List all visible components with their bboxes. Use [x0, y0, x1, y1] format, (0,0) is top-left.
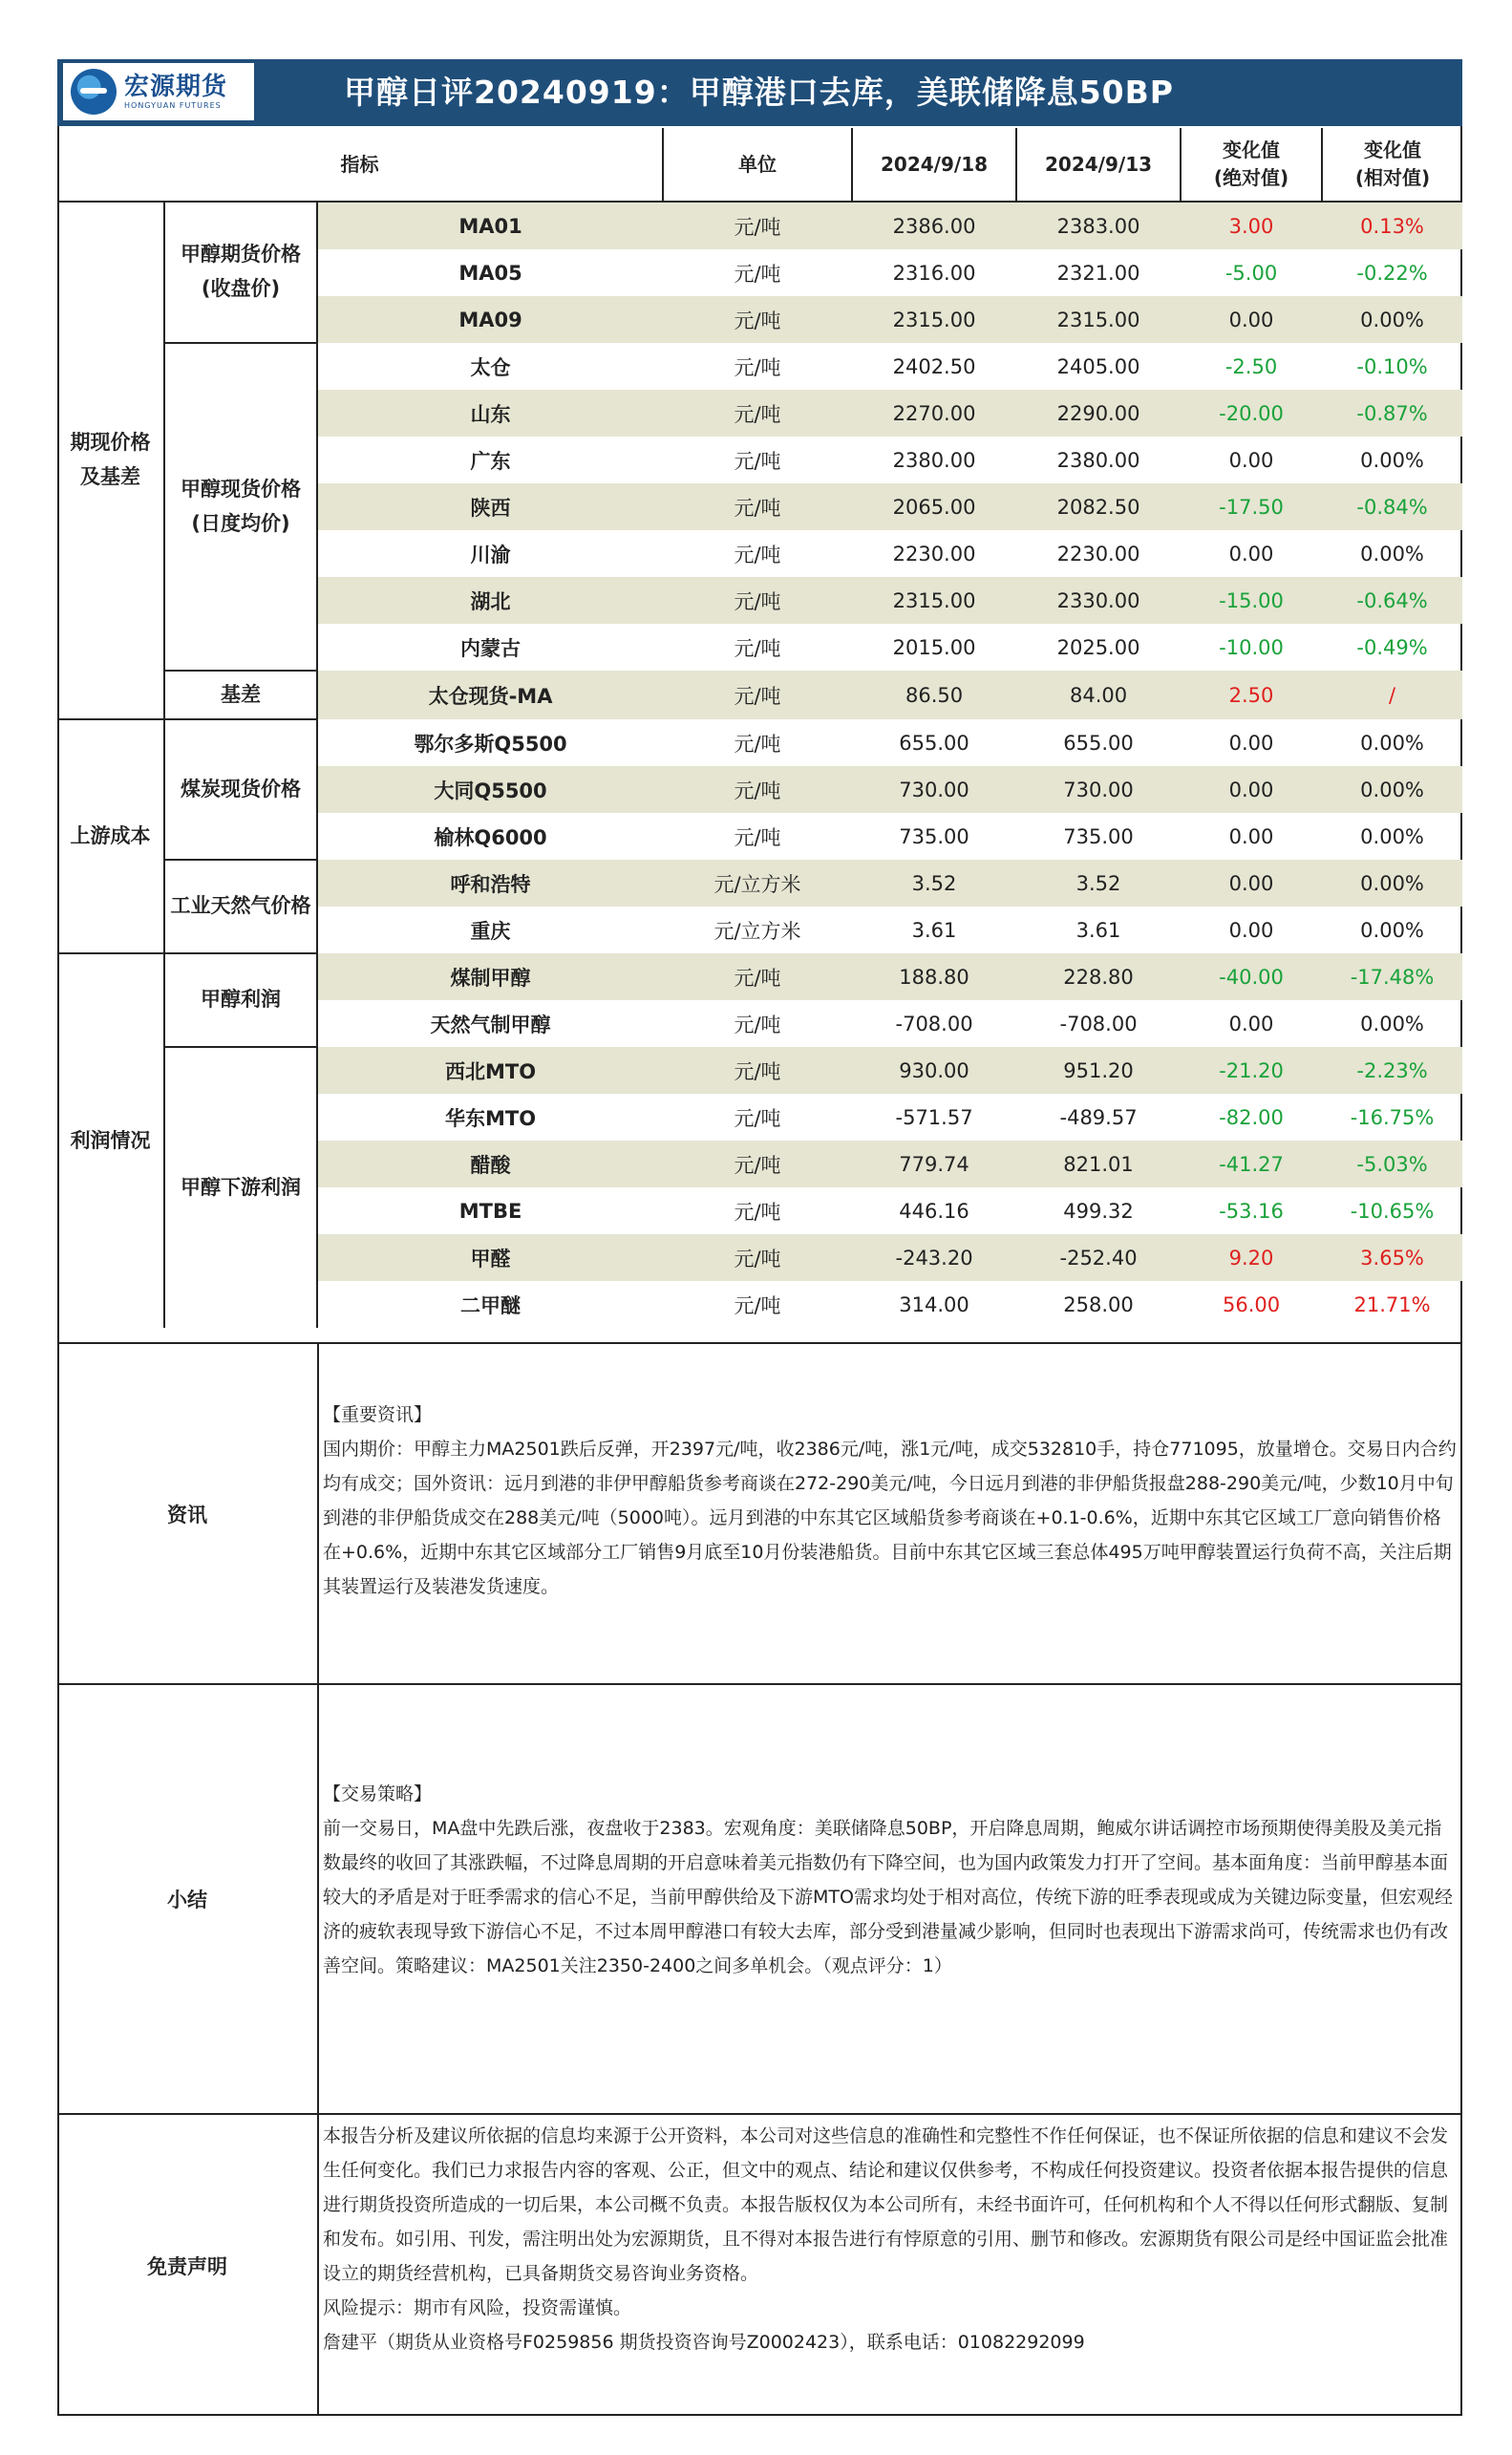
table-body	[57, 202, 1462, 1328]
indicator-name: 内蒙古	[460, 636, 522, 660]
indicator-name: MTBE	[458, 1199, 522, 1223]
value-date1: 2315.00	[852, 296, 1016, 343]
unit-cell: 元/吨	[663, 671, 852, 719]
indicator-name: 川渝	[470, 543, 511, 566]
value-date2: 730.00	[1016, 766, 1181, 813]
indicator-name: 湖北	[317, 577, 663, 624]
abs-change: 0.00	[1181, 766, 1322, 813]
abs-change: 56.00	[1222, 1292, 1281, 1316]
subgroup-label: 甲醇现货价格 (日度均价)	[164, 343, 317, 671]
table-row	[57, 343, 1462, 390]
group-label: 期现价格 及基差	[57, 202, 164, 719]
abs-change: -10.00	[1219, 635, 1284, 659]
value-date2: 2405.00	[1056, 354, 1140, 378]
value-date2: 951.20	[1016, 1047, 1181, 1094]
indicator-name: 广东	[470, 449, 511, 473]
abs-change: -21.20	[1181, 1047, 1322, 1094]
abs-change: 0.00	[1181, 860, 1322, 907]
value-date2: 821.01	[1016, 1141, 1181, 1187]
risk-notice: 风险提示：期市有风险，投资需谨慎。	[323, 2297, 632, 2318]
rel-change: 0.00%	[1360, 1012, 1424, 1035]
table-row	[57, 860, 1462, 907]
rel-change: -5.03%	[1322, 1141, 1462, 1187]
news-label: 资讯	[57, 1344, 319, 1683]
value-date2: 228.80	[1016, 953, 1181, 1000]
rel-change: -17.48%	[1322, 953, 1462, 1000]
rel-change: 0.00%	[1322, 296, 1462, 343]
indicator-name: 醋酸	[317, 1141, 663, 1187]
value-date1: 2230.00	[892, 542, 976, 566]
table-row	[57, 1047, 1462, 1094]
col-indicator: 指标	[57, 128, 663, 202]
disclaimer-label: 免责声明	[57, 2115, 319, 2416]
unit-cell: 元/吨	[663, 1141, 852, 1187]
unit-cell: 元/吨	[734, 825, 781, 849]
rel-change: -0.64%	[1322, 577, 1462, 624]
value-date2: 258.00	[1063, 1292, 1134, 1316]
col-unit: 单位	[663, 128, 852, 202]
subgroup-label: 甲醇利润	[164, 953, 317, 1047]
value-date2: 3.52	[1016, 860, 1181, 907]
indicator-name: 二甲醚	[460, 1293, 522, 1317]
abs-change: 0.00	[1228, 824, 1274, 848]
rel-change: -0.22%	[1356, 261, 1428, 285]
indicator-name: 大同Q5500	[317, 766, 663, 813]
value-date1: 2316.00	[892, 261, 976, 285]
abs-change: 3.00	[1181, 202, 1322, 249]
unit-cell: 元/吨	[663, 766, 852, 813]
unit-cell: 元/吨	[734, 1200, 781, 1224]
table-row	[57, 671, 1462, 719]
indicator-name: 太仓现货-MA	[317, 671, 663, 719]
unit-cell: 元/吨	[734, 449, 781, 473]
rel-change: 0.00%	[1360, 731, 1424, 755]
value-date2: -708.00	[1059, 1012, 1138, 1035]
value-date2: 2082.50	[1016, 483, 1181, 530]
value-date1: 3.61	[911, 918, 957, 942]
indicator-name: 华东MTO	[444, 1106, 537, 1130]
rel-change: -10.65%	[1350, 1199, 1435, 1223]
rel-change: 3.65%	[1322, 1234, 1462, 1281]
col-abs-change: 变化值 (绝对值)	[1181, 128, 1322, 202]
rel-change: 0.00%	[1360, 542, 1424, 566]
unit-cell: 元/吨	[734, 543, 781, 566]
brand-logo-icon	[71, 69, 117, 115]
col-date2: 2024/9/13	[1016, 128, 1181, 202]
subgroup-label: 甲醇下游利润	[164, 1047, 317, 1328]
col-rel-change: 变化值 (相对值)	[1322, 128, 1462, 202]
group-label: 利润情况	[57, 953, 164, 1328]
indicator-name: 山东	[317, 390, 663, 437]
value-date2: 2321.00	[1056, 261, 1140, 285]
value-date2: 655.00	[1063, 731, 1134, 755]
rel-change: -2.23%	[1322, 1047, 1462, 1094]
value-date1: 188.80	[852, 953, 1016, 1000]
unit-cell: 元/立方米	[713, 919, 801, 943]
rel-change: -0.49%	[1356, 635, 1428, 659]
value-date2: 2315.00	[1016, 296, 1181, 343]
rel-change: 21.71%	[1353, 1292, 1431, 1316]
abs-change: -40.00	[1181, 953, 1322, 1000]
value-date1: 930.00	[852, 1047, 1016, 1094]
value-date1: 314.00	[899, 1292, 969, 1316]
brand-name-cn: 宏源期货	[124, 72, 228, 101]
col-date1: 2024/9/18	[852, 128, 1016, 202]
unit-cell: 元/吨	[663, 296, 852, 343]
value-date1: 2015.00	[892, 635, 976, 659]
summary-body	[323, 1777, 1459, 1983]
abs-change: -53.16	[1219, 1199, 1284, 1223]
value-date1: 730.00	[852, 766, 1016, 813]
news-text: 国内期价：甲醇主力MA2501跌后反弹，开2397元/吨，收2386元/吨，涨1元/吨，成交532810手，持仓771095，放量增仓。交易日内合约均有成交；国外资讯：远月到港的非伊甲醇船货参考商谈在272-290美元/吨，今日远月到港的非伊船货报盘288-290美元/吨，少数10月中旬到港的非伊船货成交在288美元/吨（5000吨）。远月到港的中东其它区域船货参考商谈在+0.1-0.6%，近期中东其它区域工厂意向销售价格在+0.6%，近期中东其它区域部分工厂销售9月底至10月份装港船货。目前中东其它区域三套总体495万吨甲醇装置运行负荷不高，关注后期其装置运行及装港发货速度。	[323, 1439, 1457, 1597]
unit-cell: 元/吨	[734, 732, 781, 756]
value-date1: -571.57	[895, 1105, 973, 1129]
rel-change: -0.84%	[1322, 483, 1462, 530]
unit-cell: 元/吨	[663, 953, 852, 1000]
value-date1: 2315.00	[852, 577, 1016, 624]
unit-cell: 元/吨	[663, 483, 852, 530]
value-date1: -243.20	[852, 1234, 1016, 1281]
value-date1: 2386.00	[852, 202, 1016, 249]
value-date2: 2230.00	[1056, 542, 1140, 566]
value-date2: 2380.00	[1056, 448, 1140, 472]
rel-change: 0.00%	[1360, 824, 1424, 848]
abs-change: -5.00	[1225, 261, 1278, 285]
disclaimer-body	[323, 2119, 1459, 2359]
rel-change: 0.00%	[1322, 766, 1462, 813]
author-contact: 詹建平（期货从业资格号F0259856 期货投资咨询号Z0002423），联系电话：01082292099	[323, 2332, 1085, 2353]
news-section	[57, 1342, 1462, 1683]
abs-change: -17.50	[1181, 483, 1322, 530]
rel-change: 0.00%	[1322, 860, 1462, 907]
table-row	[57, 953, 1462, 1000]
unit-cell: 元/吨	[734, 355, 781, 379]
abs-change: -15.00	[1181, 577, 1322, 624]
indicator-name: 天然气制甲醇	[430, 1013, 551, 1036]
value-date1: 446.16	[899, 1199, 969, 1223]
unit-cell: 元/吨	[734, 262, 781, 286]
indicator-name: 鄂尔多斯Q5500	[414, 732, 567, 756]
unit-cell: 元/吨	[734, 1106, 781, 1130]
table-row	[57, 202, 1462, 249]
abs-change: -41.27	[1181, 1141, 1322, 1187]
disclaimer-text: 本报告分析及建议所依据的信息均来源于公开资料，本公司对这些信息的准确性和完整性不作任何保证，也不保证所依据的信息和建议不会发生任何变化。我们已力求报告内容的客观、公正，但文中的观点、结论和建议仅供参考，不构成任何投资建议。投资者依据本报告提供的信息进行期货投资所造成的一切后果，本公司概不负责。本报告版权仅为本公司所有，未经书面许可，任何机构和个人不得以任何形式翻版、复制和发布。如引用、刊发，需注明出处为宏源期货，且不得对本报告进行有悖原意的引用、删节和修改。宏源期货有限公司是经中国证监会批准设立的期货经营机构，已具备期货交易咨询业务资格。	[323, 2125, 1449, 2284]
summary-label: 小结	[57, 1685, 319, 2113]
value-date1: -708.00	[895, 1012, 973, 1035]
rel-change: 0.00%	[1360, 918, 1424, 942]
unit-cell: 元/吨	[663, 1047, 852, 1094]
disclaimer-section	[57, 2113, 1462, 2416]
unit-cell: 元/吨	[663, 577, 852, 624]
value-date1: 2065.00	[852, 483, 1016, 530]
summary-heading: 【交易策略】	[323, 1783, 433, 1804]
abs-change: 2.50	[1181, 671, 1322, 719]
indicator-name: 太仓	[470, 355, 511, 379]
summary-section	[57, 1683, 1462, 2113]
group-label: 上游成本	[57, 719, 164, 953]
subgroup-label: 基差	[164, 671, 317, 719]
rel-change: -0.87%	[1322, 390, 1462, 437]
abs-change: 9.20	[1181, 1234, 1322, 1281]
value-date1: 735.00	[899, 824, 969, 848]
indicator-name: MA01	[317, 202, 663, 249]
unit-cell: 元/吨	[663, 1234, 852, 1281]
abs-change: 0.00	[1181, 296, 1322, 343]
table-header-row	[57, 128, 1462, 202]
value-date2: 735.00	[1063, 824, 1134, 848]
abs-change: 0.00	[1228, 1012, 1274, 1035]
value-date2: 3.61	[1075, 918, 1121, 942]
unit-cell: 元/吨	[663, 202, 852, 249]
unit-cell: 元/吨	[734, 1293, 781, 1317]
indicator-name: 煤制甲醇	[317, 953, 663, 1000]
brand-logo	[63, 63, 254, 120]
indicator-name: 重庆	[470, 919, 511, 943]
indicator-name: 甲醛	[317, 1234, 663, 1281]
rel-change: 0.13%	[1322, 202, 1462, 249]
abs-change: -2.50	[1225, 354, 1278, 378]
table-row	[57, 719, 1462, 766]
summary-text: 前一交易日，MA盘中先跌后涨，夜盘收于2383。宏观角度：美联储降息50BP，开启降息周期，鲍威尔讲话调控市场预期使得美股及美元指数最终的收回了其涨跌幅，不过降息周期的开启意味着美元指数仍有下降空间，也为国内政策发力打开了空间。基本面角度：当前甲醇基本面较大的矛盾是对于旺季需求的信心不足，当前甲醇供给及下游MTO需求均处于相对高位，传统下游的旺季表现或成为关键边际变量，但宏观经济的疲软表现导致下游信心不足，不过本周甲醇港口有较大去库，部分受到港量减少影响，但同时也表现出下游需求尚可，传统需求也仍有改善空间。策略建议：MA2501关注2350-2400之间多单机会。（观点评分：1）	[323, 1818, 1453, 1976]
abs-change: 0.00	[1228, 448, 1274, 472]
value-date2: 2290.00	[1016, 390, 1181, 437]
subgroup-label: 工业天然气价格	[164, 860, 317, 953]
indicator-table	[57, 128, 1462, 1328]
indicator-name: 榆林Q6000	[434, 825, 547, 849]
unit-cell: 元/吨	[734, 636, 781, 660]
indicator-name: 呼和浩特	[317, 860, 663, 907]
value-date2: 84.00	[1016, 671, 1181, 719]
unit-cell: 元/吨	[734, 1013, 781, 1036]
brand-name-en: HONGYUAN FUTURES	[124, 100, 222, 110]
subgroup-label: 甲醇期货价格 (收盘价)	[164, 202, 317, 343]
rel-change: -16.75%	[1350, 1105, 1435, 1129]
indicator-name: MA09	[317, 296, 663, 343]
abs-change: 0.00	[1228, 731, 1274, 755]
value-date2: 2330.00	[1016, 577, 1181, 624]
news-heading: 【重要资讯】	[323, 1404, 433, 1425]
value-date2: -489.57	[1059, 1105, 1138, 1129]
indicator-name: 陕西	[317, 483, 663, 530]
abs-change: 0.00	[1228, 918, 1274, 942]
rel-change: 0.00%	[1360, 448, 1424, 472]
unit-cell: 元/吨	[663, 390, 852, 437]
rel-change: -0.10%	[1356, 354, 1428, 378]
rel-change: /	[1322, 671, 1462, 719]
value-date1: 779.74	[852, 1141, 1016, 1187]
value-date1: 2380.00	[892, 448, 976, 472]
value-date1: 86.50	[852, 671, 1016, 719]
value-date2: 2383.00	[1016, 202, 1181, 249]
indicator-name: MA05	[458, 261, 522, 285]
abs-change: -20.00	[1181, 390, 1322, 437]
value-date1: 655.00	[899, 731, 969, 755]
value-date1: 2402.50	[892, 354, 976, 378]
unit-cell: 元/立方米	[663, 860, 852, 907]
value-date2: 2025.00	[1056, 635, 1140, 659]
indicator-name: 西北MTO	[317, 1047, 663, 1094]
value-date1: 2270.00	[852, 390, 1016, 437]
value-date1: 3.52	[852, 860, 1016, 907]
value-date2: -252.40	[1016, 1234, 1181, 1281]
subgroup-label: 煤炭现货价格	[164, 719, 317, 860]
abs-change: 0.00	[1228, 542, 1274, 566]
abs-change: -82.00	[1219, 1105, 1284, 1129]
news-body	[323, 1398, 1459, 1604]
report-title: 甲醇日评20240919：甲醇港口去库，美联储降息50BP	[344, 74, 1174, 111]
value-date2: 499.32	[1063, 1199, 1134, 1223]
